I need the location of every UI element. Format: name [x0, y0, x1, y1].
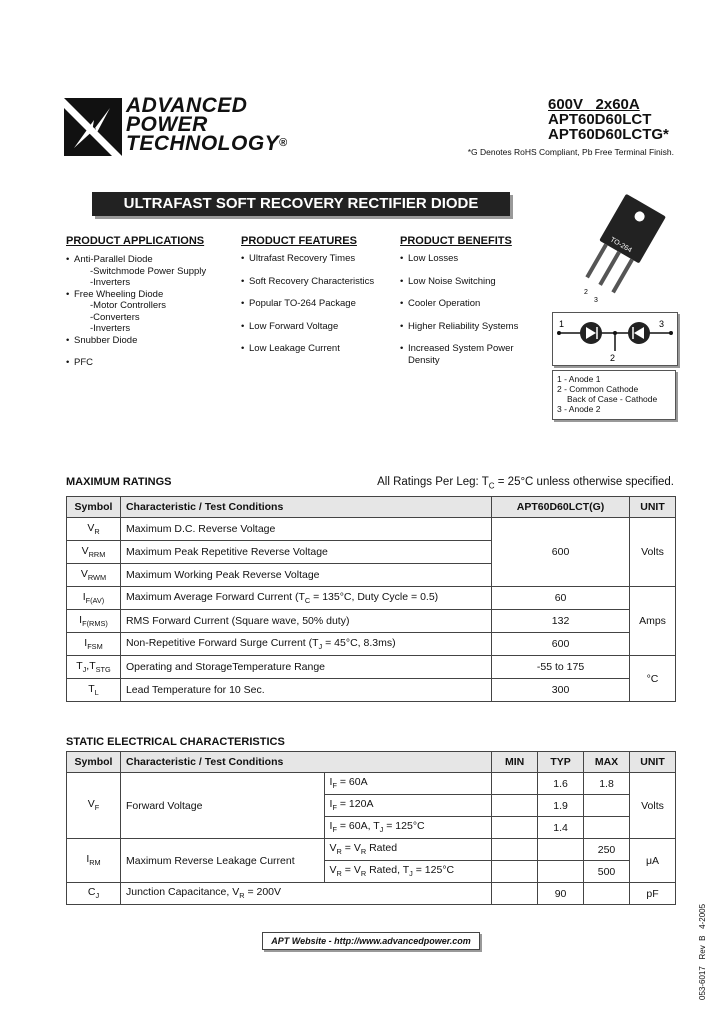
column-header: Characteristic / Test Conditions — [120, 497, 491, 518]
pin-label: 3 — [594, 297, 598, 302]
applications-list — [66, 254, 236, 369]
website-link[interactable]: APT Website - http://www.advancedpower.com — [262, 932, 480, 950]
table-row: $V_R = V_R$ Rated, $T_J = 125^\circ C$ 500 — [67, 861, 676, 883]
list-item: • PFC — [66, 357, 236, 369]
to264-package-icon — [566, 194, 676, 302]
registered-mark: ® — [279, 137, 288, 149]
features-heading: PRODUCT FEATURES — [241, 235, 357, 247]
column-header: UNIT — [629, 752, 675, 773]
part-number-2: APT60D60LCTG* — [548, 126, 669, 143]
legend-line: Back of Case - Cathode — [567, 394, 658, 404]
table-row: $V_{RWM}$ Maximum Working Peak Reverse Voltage — [67, 564, 676, 587]
table-row: $I_F = 60A$, $T_J = 125^\circ C$ 1.4 — [67, 817, 676, 839]
list-item: • Increased System Power Density — [400, 338, 535, 366]
list-item: • Free Wheeling Diode — [66, 289, 236, 301]
benefits-heading: PRODUCT BENEFITS — [400, 235, 512, 247]
column-header: TYP — [538, 752, 584, 773]
column-header: UNIT — [630, 497, 676, 518]
logo-line-1: ADVANCED — [126, 94, 248, 117]
list-item: • Snubber Diode — [66, 335, 236, 347]
unit-amps: Amps — [630, 587, 676, 656]
list-subitem: -Switchmode Power Supply — [90, 265, 207, 277]
column-header: Characteristic / Test Conditions — [120, 752, 491, 773]
column-header: MIN — [492, 752, 538, 773]
list-item: • Low Losses — [400, 248, 535, 271]
rohs-note: *G Denotes RoHS Compliant, Pb Free Terminal Finish. — [467, 147, 674, 157]
max-ratings-heading: MAXIMUM RATINGS — [66, 476, 172, 488]
static-heading: STATIC ELECTRICAL CHARACTERISTICS — [66, 736, 285, 748]
pin-2-label: 2 — [610, 353, 616, 363]
list-item: • Ultrafast Recovery Times — [241, 248, 396, 271]
table-row: $I_{F(RMS)}$ RMS Forward Current (Square wave, 50% duty) 132 — [67, 610, 676, 633]
features-list — [241, 248, 396, 361]
pin-3-label: 3 — [659, 319, 665, 329]
max-ratings-table — [66, 496, 676, 702]
table-row: $I_{FSM}$ Non-Repetitive Forward Surge Current ($T_J = 45^\circ C$, 8.3ms) 600 — [67, 633, 676, 656]
table-row: $I_F = 120A$ 1.9 — [67, 795, 676, 817]
logo-lightning-icon — [64, 98, 122, 156]
company-logo — [126, 96, 288, 153]
package-label: TO-264 — [608, 236, 633, 255]
table-row: $V_F$ Forward Voltage $I_F = 60A$ 1.6 1.8 Volts — [67, 773, 676, 795]
voltage-value: 600 — [492, 518, 630, 587]
list-item: • Anti-Parallel Diode — [66, 254, 236, 266]
document-title: ULTRAFAST SOFT RECOVERY RECTIFIER DIODE — [92, 192, 510, 216]
list-subitem: -Inverters — [90, 323, 131, 334]
list-subitem: -Motor Controllers — [90, 300, 167, 311]
column-header: APT60D60LCT(G) — [492, 497, 630, 518]
table-row: $C_J$ Junction Capacitance, $V_R = 200V$ 90 pF — [67, 883, 676, 905]
column-header: Symbol — [67, 752, 121, 773]
pin-1-label: 1 — [559, 319, 565, 329]
static-table — [66, 751, 676, 905]
benefits-list — [400, 248, 535, 366]
column-header: MAX — [584, 752, 630, 773]
table-row: $T_L$ Lead Temperature for 10 Sec. 300 — [67, 679, 676, 702]
pin-legend — [552, 370, 676, 420]
list-subitem: -Inverters — [90, 277, 131, 288]
column-header: Symbol — [67, 497, 121, 518]
list-item: • Cooler Operation — [400, 293, 535, 316]
part-number-1: APT60D60LCT — [548, 111, 652, 128]
table-row: $I_{RM}$ Maximum Reverse Leakage Current $V_R = V_R$ Rated 250 μA — [67, 839, 676, 861]
diode-schematic-icon — [553, 313, 677, 365]
ratings-note: All Ratings Per Leg: $T_C = 25^\circ C$ unless otherwise specified. — [377, 476, 674, 491]
schematic-box — [552, 312, 678, 366]
list-subitem: -Converters — [90, 311, 140, 323]
applications-heading: PRODUCT APPLICATIONS — [66, 235, 205, 247]
logo-line-2: POWER — [126, 113, 208, 136]
table-row: $T_J,T_{STG}$ Operating and StorageTemperature Range -55 to 175 °C — [67, 656, 676, 679]
legend-line: 2 - Common Cathode — [557, 384, 639, 394]
list-item: • Low Forward Voltage — [241, 316, 396, 339]
unit-degrees: °C — [630, 656, 676, 702]
pin-label: 2 — [584, 289, 588, 296]
document-number: 053-6017 Rev B 4-2005 — [698, 903, 707, 1000]
list-item: • Popular TO-264 Package — [241, 293, 396, 316]
unit-volts: Volts — [630, 518, 676, 587]
table-row: $V_{RRM}$ Maximum Peak Repetitive Reverse Voltage — [67, 541, 676, 564]
list-item: • Low Noise Switching — [400, 271, 535, 294]
list-item: • Low Leakage Current — [241, 338, 396, 361]
legend-line: 3 - Anode 2 — [557, 404, 601, 414]
part-number-block — [548, 97, 669, 142]
rating: 600V 2x60A — [548, 96, 640, 113]
table-row: $V_R$ Maximum D.C. Reverse Voltage 600 Volts — [67, 518, 676, 541]
list-item: • Soft Recovery Characteristics — [241, 271, 396, 294]
table-row: $I_{F(AV)}$ Maximum Average Forward Current ($T_C = 135^\circ C$, Duty Cycle = 0.5) 60 Amps — [67, 587, 676, 610]
logo-line-3: TECHNOLOGY — [126, 132, 280, 155]
list-item: • Higher Reliability Systems — [400, 316, 535, 339]
legend-line: 1 - Anode 1 — [557, 374, 601, 384]
